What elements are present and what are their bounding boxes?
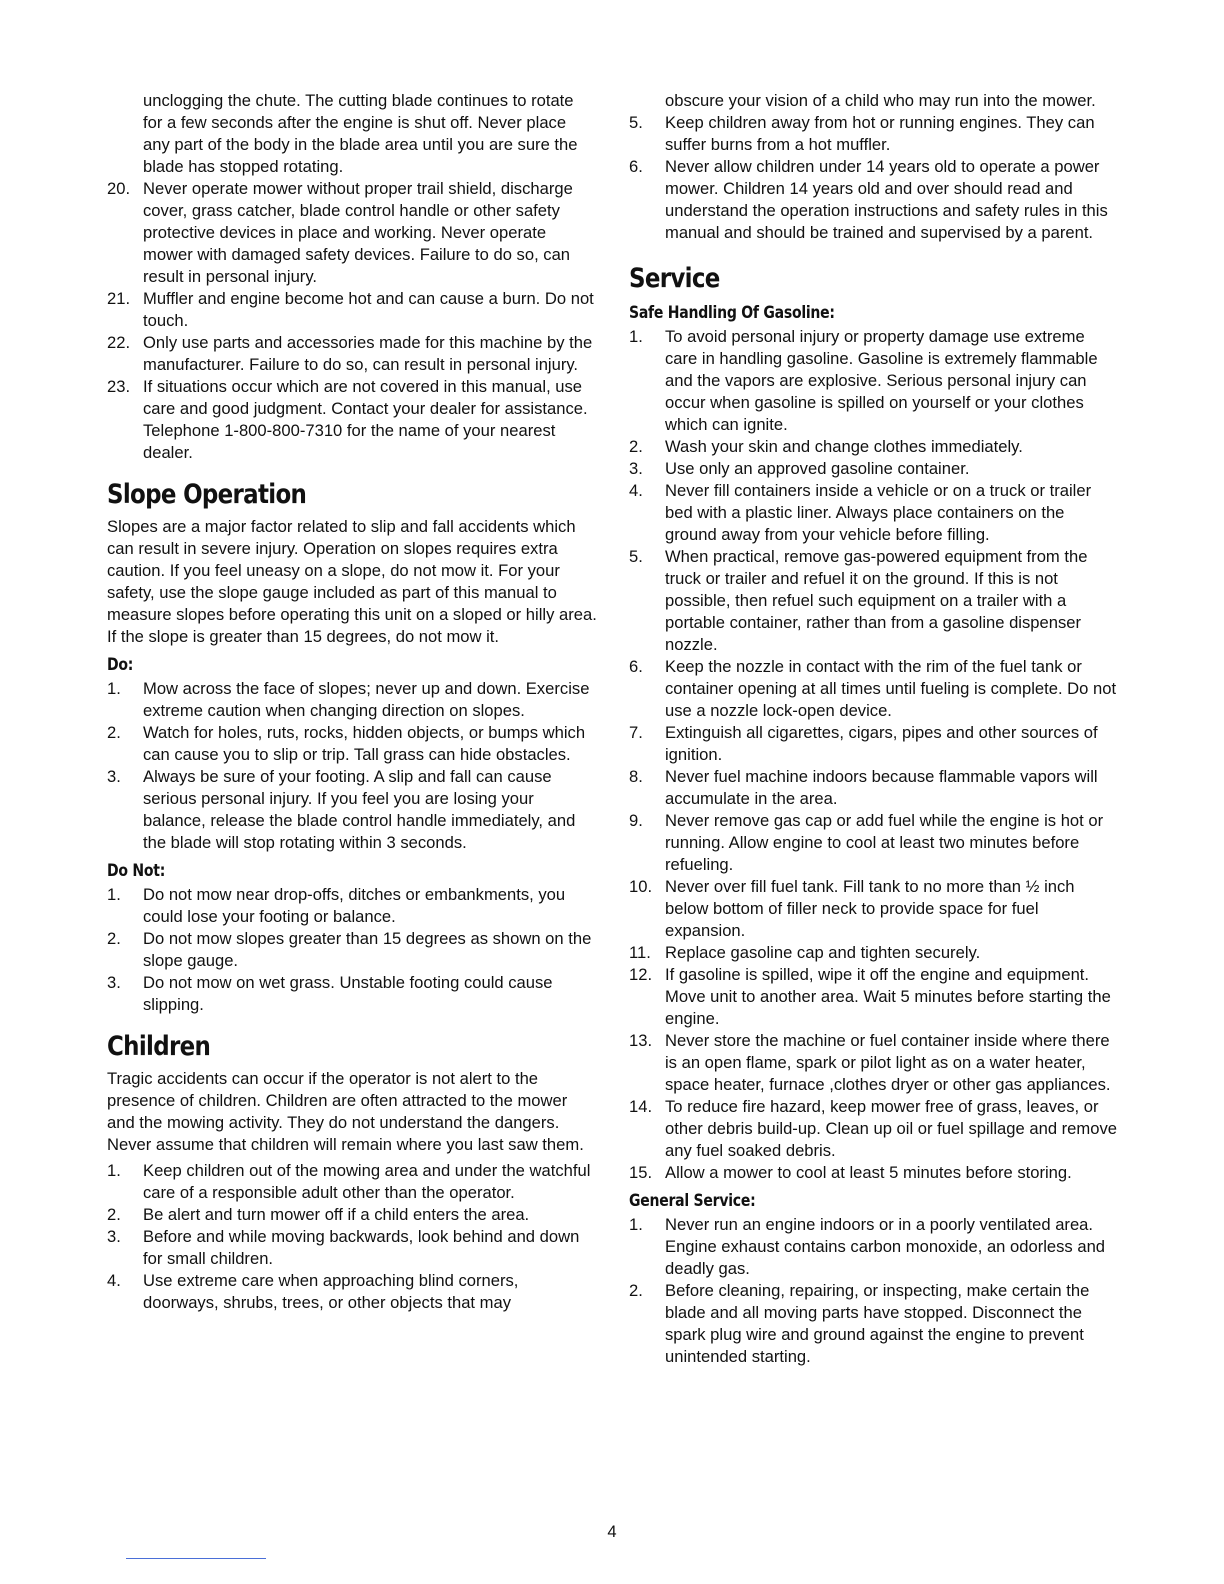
list-item-number: 23.: [107, 377, 131, 396]
list-item-text: If situations occur which are not covered in this manual, use care and good judgment. Contact your dealer for assistance. Telephone 1-800-800-7310 for the name of your nearest dealer.: [143, 377, 588, 462]
list-item-number: 21.: [107, 289, 131, 308]
list-item: [107, 332, 597, 376]
list-item-number: 1.: [629, 327, 643, 346]
list-item-text: Never fuel machine indoors because flammable vapors will accumulate in the area.: [665, 767, 1098, 808]
list-item-number: 1.: [107, 1161, 121, 1180]
list-item-text: Do not mow near drop-offs, ditches or embankments, you could lose your footing or balance.: [143, 885, 566, 926]
list-item: [629, 810, 1119, 876]
slope-operation-heading: Slope Operation: [107, 479, 307, 510]
list-item-number: 20.: [107, 179, 131, 198]
children-heading: Children: [107, 1031, 211, 1062]
list-item: [107, 884, 597, 928]
list-item: [107, 178, 597, 288]
list-item-text: Be alert and turn mower off if a child enters the area.: [143, 1205, 530, 1224]
list-item-text: Do not mow slopes greater than 15 degrees as shown on the slope gauge.: [143, 929, 592, 970]
continued-item-19: unclogging the chute. The cutting blade continues to rotate for a few seconds after the engine is shut off. Never place any part of the body in the blade area until you are sure the blade has stopped rotating.: [143, 91, 578, 176]
list-item-text: To avoid personal injury or property damage use extreme care in handling gasoline. Gasoline is extremely flammable and the vapors are explosive. Serious personal injury can occur when gasoline is spilled on yourself or your clothes which can ignite.: [665, 327, 1098, 434]
list-item: [629, 480, 1119, 546]
list-item-number: 13.: [629, 1031, 653, 1050]
do-heading: Do:: [107, 655, 134, 674]
gasoline-list: [629, 326, 1119, 1184]
list-item-text: If gasoline is spilled, wipe it off the engine and equipment. Move unit to another area. Wait 5 minutes before starting the engine.: [665, 965, 1111, 1028]
list-item-number: 1.: [107, 679, 121, 698]
list-item-number: 10.: [629, 877, 653, 896]
list-item-number: 2.: [629, 437, 643, 456]
list-item-number: 15.: [629, 1163, 653, 1182]
list-item-number: 11.: [629, 943, 651, 962]
list-item: [107, 678, 597, 722]
general-service-list: [629, 1214, 1119, 1368]
list-item-text: Extinguish all cigarettes, cigars, pipes and other sources of ignition.: [665, 723, 1098, 764]
list-item-number: 3.: [629, 459, 643, 478]
list-item: [629, 766, 1119, 810]
list-item-text: Use only an approved gasoline container.: [665, 459, 970, 478]
list-item-text: When practical, remove gas-powered equipment from the truck or trailer and refuel it on the ground. If this is not possible, then refuel such equipment on a trailer with a portable container, rather than from a gasoline dispenser nozzle.: [665, 547, 1088, 654]
list-item-number: 2.: [107, 723, 121, 742]
list-item: [107, 722, 597, 766]
list-item: [107, 1204, 597, 1226]
slope-intro: Slopes are a major factor related to slip and fall accidents which can result in severe injury. Operation on slopes requires extra caution. If you feel uneasy on a slope, do not mow it. For your safety, use the slope gauge included as part of this manual to measure slopes before operating this unit on a sloped or hilly area. If the slope is greater than 15 degrees, do not mow it.: [107, 517, 597, 646]
list-item: [107, 1226, 597, 1270]
list-item-text: Do not mow on wet grass. Unstable footing could cause slipping.: [143, 973, 553, 1014]
list-item-text: Never allow children under 14 years old to operate a power mower. Children 14 years old and over should read and understand the operation instructions and safety rules in this manual and should be trained and supervised by a parent.: [665, 157, 1108, 242]
list-item-number: 6.: [629, 157, 643, 176]
list-item-number: 2.: [107, 929, 121, 948]
list-item: [107, 288, 597, 332]
list-item: [629, 1162, 1119, 1184]
list-item-text: Keep children out of the mowing area and under the watchful care of a responsible adult other than the operator.: [143, 1161, 591, 1202]
list-item-text: Before cleaning, repairing, or inspecting, make certain the blade and all moving parts have stopped. Disconnect the spark plug wire and ground against the engine to prevent unintended starting.: [665, 1281, 1090, 1366]
list-item: [629, 156, 1119, 244]
list-item-text: Never run an engine indoors or in a poorly ventilated area. Engine exhaust contains carbon monoxide, an odorless and deadly gas.: [665, 1215, 1106, 1278]
list-item-number: 4.: [629, 481, 643, 500]
list-item-text: Never operate mower without proper trail shield, discharge cover, grass catcher, blade control handle or other safety protective devices in place and working. Never operate mower with damaged safety devices. Failure to do so, can result in personal injury.: [143, 179, 573, 286]
list-item-text: Use extreme care when approaching blind corners, doorways, shrubs, trees, or other objects that may: [143, 1271, 519, 1312]
list-item-number: 5.: [629, 547, 643, 566]
list-item: [629, 942, 1119, 964]
list-item: [629, 722, 1119, 766]
list-item-number: 3.: [107, 1227, 121, 1246]
children-list-continued: [629, 112, 1119, 244]
page-number: 4: [607, 1522, 617, 1541]
list-item: [107, 928, 597, 972]
list-item-number: 22.: [107, 333, 131, 352]
list-item-number: 1.: [629, 1215, 643, 1234]
list-item: [107, 972, 597, 1016]
list-item-text: Keep the nozzle in contact with the rim of the fuel tank or container opening at all times until fueling is complete. Do not use a nozzle lock-open device.: [665, 657, 1117, 720]
list-item-number: 4.: [107, 1271, 121, 1290]
general-service-heading: General Service:: [629, 1191, 756, 1210]
list-item: [629, 656, 1119, 722]
list-item: [629, 1096, 1119, 1162]
list-item: [107, 376, 597, 464]
list-item-number: 5.: [629, 113, 643, 132]
list-item-number: 3.: [107, 767, 121, 786]
list-item-number: 6.: [629, 657, 643, 676]
list-item-text: Never fill containers inside a vehicle or on a truck or trailer bed with a plastic liner. Always place containers on the ground away from your vehicle before filling.: [665, 481, 1092, 544]
do-list: [107, 678, 597, 854]
list-item-text: Muffler and engine become hot and can cause a burn. Do not touch.: [143, 289, 594, 330]
list-item-text: Only use parts and accessories made for this machine by the manufacturer. Failure to do so, can result in personal injury.: [143, 333, 593, 374]
list-item-number: 3.: [107, 973, 121, 992]
list-item-number: 8.: [629, 767, 643, 786]
list-item: [629, 436, 1119, 458]
list-item-text: Watch for holes, ruts, rocks, hidden objects, or bumps which can cause you to slip or trip. Tall grass can hide obstacles.: [143, 723, 586, 764]
safety-list-top: [107, 178, 597, 464]
list-item-text: Allow a mower to cool at least 5 minutes before storing.: [665, 1163, 1072, 1182]
list-item: [629, 326, 1119, 436]
list-item: [629, 876, 1119, 942]
children-list: [107, 1160, 597, 1314]
list-item: [629, 1030, 1119, 1096]
list-item-number: 1.: [107, 885, 121, 904]
list-item-text: Before and while moving backwards, look behind and down for small children.: [143, 1227, 580, 1268]
list-item: [629, 546, 1119, 656]
list-item-text: To reduce fire hazard, keep mower free of grass, leaves, or other debris build-up. Clean up oil or fuel spillage and remove any fuel soaked debris.: [665, 1097, 1117, 1160]
list-item: [107, 1270, 597, 1314]
list-item-number: 2.: [629, 1281, 643, 1300]
list-item: [107, 766, 597, 854]
service-heading: Service: [629, 263, 720, 294]
list-item: [629, 458, 1119, 480]
list-item-number: 7.: [629, 723, 643, 742]
list-item-number: 12.: [629, 965, 653, 984]
right-column: [629, 90, 1119, 1368]
list-item-text: Always be sure of your footing. A slip and fall can cause serious personal injury. If you feel you are losing your balance, release the blade control handle immediately, and the blade will stop rotating within 3 seconds.: [143, 767, 576, 852]
list-item-number: 9.: [629, 811, 643, 830]
list-item: [629, 1214, 1119, 1280]
list-item-number: 2.: [107, 1205, 121, 1224]
list-item: [629, 112, 1119, 156]
list-item-text: Wash your skin and change clothes immediately.: [665, 437, 1023, 456]
list-item-text: Never over fill fuel tank. Fill tank to no more than ½ inch below bottom of filler neck to provide space for fuel expansion.: [665, 877, 1075, 940]
list-item-text: Mow across the face of slopes; never up and down. Exercise extreme caution when changing direction on slopes.: [143, 679, 590, 720]
list-item: [629, 964, 1119, 1030]
list-item-number: 14.: [629, 1097, 653, 1116]
list-item-text: Never store the machine or fuel container inside where there is an open flame, spark or pilot light as on a water heater, space heater, furnace ,clothes dryer or other gas appliances.: [665, 1031, 1111, 1094]
list-item: [629, 1280, 1119, 1368]
list-item-text: Keep children away from hot or running engines. They can suffer burns from a hot muffler.: [665, 113, 1095, 154]
do-not-list: [107, 884, 597, 1016]
gasoline-heading: Safe Handling Of Gasoline:: [629, 303, 835, 322]
do-not-heading: Do Not:: [107, 861, 166, 880]
list-item: [107, 1160, 597, 1204]
left-column: [107, 90, 597, 1314]
list-item-text: Never remove gas cap or add fuel while the engine is hot or running. Allow engine to cool at least two minutes before refueling.: [665, 811, 1104, 874]
continued-children-item-4: obscure your vision of a child who may run into the mower.: [665, 91, 1096, 110]
list-item-text: Replace gasoline cap and tighten securely.: [665, 943, 981, 962]
footer-rule: [126, 1558, 266, 1559]
children-intro: Tragic accidents can occur if the operator is not alert to the presence of children. Children are often attracted to the mower and the mowing activity. They do not understand the dangers. Never assume that children will remain where you last saw them.: [107, 1069, 584, 1154]
